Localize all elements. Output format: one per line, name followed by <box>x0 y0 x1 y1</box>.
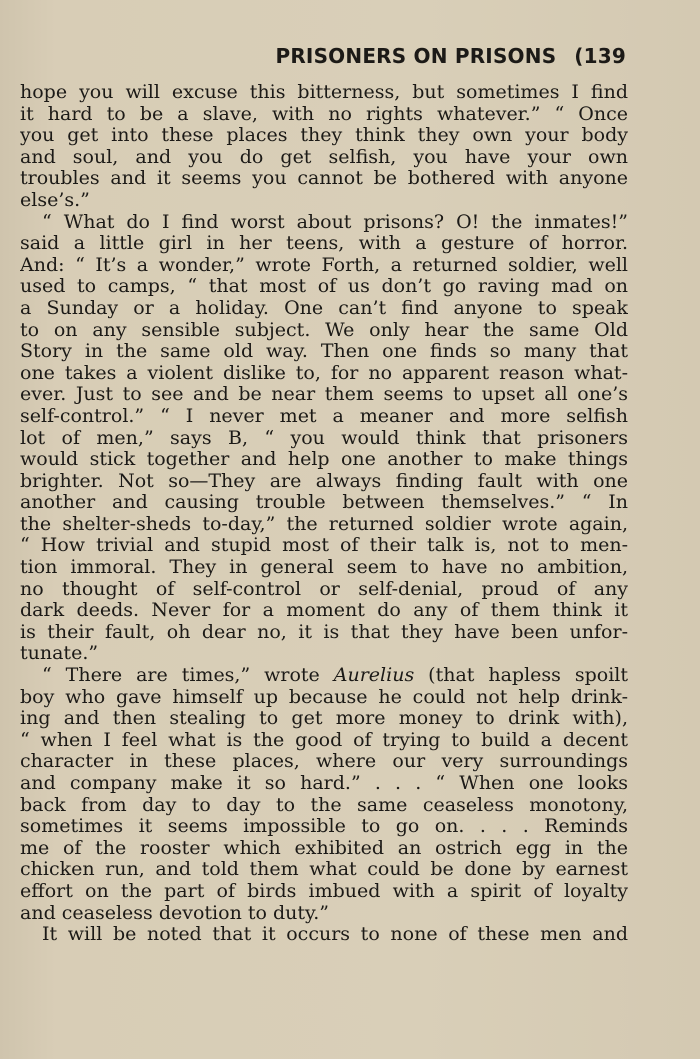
text-line-segment: (that hapless spoilt <box>414 665 628 687</box>
text-line: troubles and it seems you cannot be bothered with anyone <box>20 168 628 190</box>
text-line: used to camps, “ that most of us don’t go raving mad on <box>20 276 628 298</box>
text-line: “ How trivial and stupid most of their talk is, not to men- <box>20 535 628 557</box>
page-number: (139 <box>574 44 626 68</box>
running-head-title: PRISONERS ON PRISONS <box>275 44 557 68</box>
text-line: tion immoral. They in general seem to have no ambition, <box>20 557 628 579</box>
text-line: ever. Just to see and be near them seems to upset all one’s <box>20 384 628 406</box>
text-line: one takes a violent dislike to, for no apparent reason what- <box>20 362 628 384</box>
text-line: and company make it so hard.” . . . “ When one looks <box>20 773 628 794</box>
text-line: “ What do I find worst about prisons? O! the inmates!” <box>42 211 628 233</box>
text-line: it hard to be a slave, with no rights whatever.” “ Once <box>20 103 628 125</box>
text-line: sometimes it seems impossible to go on. . . . Reminds <box>20 816 628 838</box>
text-line: Story in the same old way. Then one finds so many that <box>20 341 628 363</box>
running-head <box>0 44 626 68</box>
text-line: another and causing trouble between themselves.” “ In <box>20 492 628 514</box>
text-line <box>20 665 628 687</box>
text-line: the shelter-sheds to-day,” the returned soldier wrote again, <box>20 513 628 535</box>
text-line: lot of men,” says B, “ you would think that prisoners <box>20 427 628 449</box>
text-line: boy who gave himself up because he could not help drink- <box>20 686 628 708</box>
text-line: brighter. Not so—They are always finding fault with one <box>20 470 628 492</box>
text-line: is their fault, oh dear no, it is that they have been unfor- <box>20 621 628 643</box>
text-line: and soul, and you do get selfish, you have your own <box>20 146 628 168</box>
text-line: else’s.” <box>20 189 90 211</box>
text-line: no thought of self-control or self-denial, proud of any <box>20 578 628 600</box>
text-line: hope you will excuse this bitterness, but sometimes I find <box>20 82 628 103</box>
text-line: a Sunday or a holiday. One can’t find anyone to speak <box>20 297 628 319</box>
text-line: would stick together and help one another to make things <box>20 449 628 471</box>
text-line: ing and then stealing to get more money to drink with), <box>20 708 628 730</box>
text-line: dark deeds. Never for a moment do any of them think it <box>20 600 628 622</box>
text-line: “ when I feel what is the good of trying to build a decent <box>20 729 628 751</box>
text-line: you get into these places they think they own your body <box>20 125 628 147</box>
text-line: effort on the part of birds imbued with a spirit of loyalty <box>20 880 628 902</box>
text-line: and ceaseless devotion to duty.” <box>20 902 329 924</box>
body-text <box>20 82 628 946</box>
text-line: said a little girl in her teens, with a gesture of horror. <box>20 233 628 255</box>
text-line: character in these places, where our very surroundings <box>20 751 628 773</box>
text-line: It will be noted that it occurs to none of these men and <box>42 924 628 946</box>
text-line: self-control.” “ I never met a meaner and more selfish <box>20 405 628 427</box>
text-line: And: “ It’s a wonder,” wrote Forth, a returned soldier, well <box>20 254 628 276</box>
italic-name: Aurelius <box>333 665 415 687</box>
text-line: me of the rooster which exhibited an ostrich egg in the <box>20 837 628 859</box>
text-line: chicken run, and told them what could be done by earnest <box>20 859 628 881</box>
text-line: back from day to day to the same ceaseless monotony, <box>20 794 628 816</box>
text-line: to on any sensible subject. We only hear the same Old <box>20 319 628 341</box>
text-line: tunate.” <box>20 643 99 665</box>
text-line-segment: “ There are times,” wrote <box>42 665 334 687</box>
